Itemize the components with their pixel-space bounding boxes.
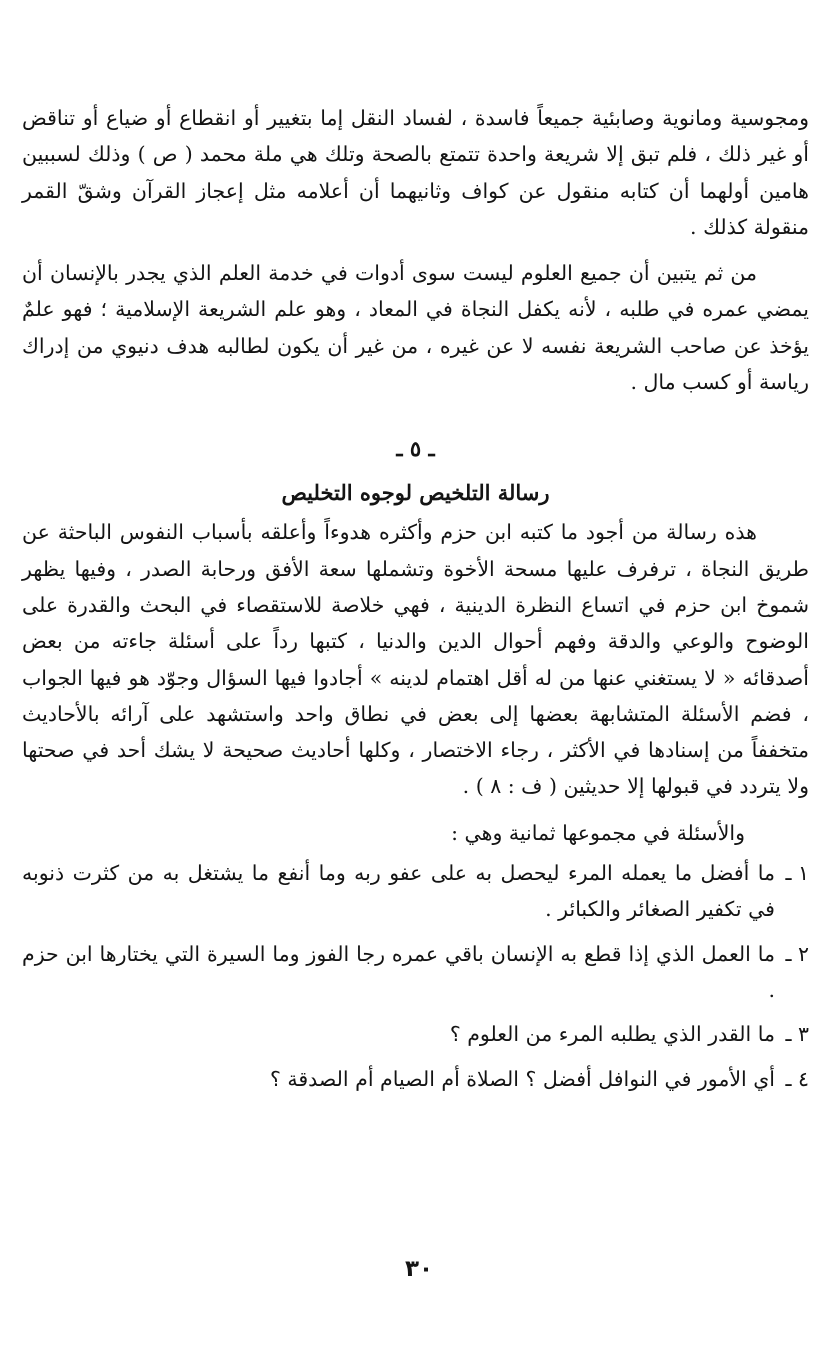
questions-list — [22, 855, 809, 1097]
paragraph-continuation: ومجوسية ومانوية وصابئية جميعاً فاسدة ، لفساد النقل إما بتغيير أو انقطاع أو ضياع أو تناقض أو غير ذلك ، فلم تبق إلا شريعة واحدة تتمتع بالصحة وتلك هي ملة محمد ( ص ) وذلك لسببين هامين أولهما أن كتابه منقول عن كواف وثانيهما أن أعلامه مثل إعجاز القرآن وشقّ القمر منقولة كذلك . — [22, 106, 809, 239]
question-text: ما القدر الذي يطلبه المرء من العلوم ؟ — [449, 1022, 775, 1047]
question-text: ما أفضل ما يعمله المرء ليحصل به على عفو ربه وما أنفع ما يشتغل به من كثرت ذنوبه في تكفير الصغائر والكبائر . — [22, 861, 775, 922]
section-title: رسالة التلخيص لوجوه التخليص — [281, 480, 550, 506]
section-number: ـ ٥ ـ — [396, 436, 435, 462]
question-number: ٤ ـ — [785, 1066, 809, 1091]
list-item — [22, 936, 809, 1009]
page-number: ٣٠ — [404, 1256, 434, 1282]
question-number: ٢ ـ — [785, 941, 809, 966]
questions-intro: والأسئلة في مجموعها ثمانية وهي : — [451, 820, 745, 845]
question-text: ما العمل الذي إذا قطع به الإنسان باقي عمره رجا الفوز وما السيرة التي يختارها ابن حزم . — [22, 941, 775, 1002]
list-item — [22, 1061, 809, 1097]
paragraph-sciences: من ثم يتبين أن جميع العلوم ليست سوى أدوات في خدمة العلم الذي يجدر بالإنسان أن يمضي عمره في طلبه ، لأنه يكفل النجاة في المعاد ، وهو علم الشريعة الإسلامية ؛ فهو علمٌ يؤخذ عن صاحب الشريعة نفسه لا عن غيره ، من غير أن يكون لطالبه هدف دنيوي من إدراك رياسة أو كسب مال . — [22, 261, 809, 395]
question-number: ٣ ـ — [785, 1022, 809, 1047]
list-item — [22, 855, 809, 928]
question-text: أي الأمور في النوافل أفضل ؟ الصلاة أم الصيام أم الصدقة ؟ — [269, 1066, 775, 1091]
page-body — [22, 100, 809, 1105]
list-item — [22, 1016, 809, 1052]
paragraph-section-intro: هذه رسالة من أجود ما كتبه ابن حزم وأكثره هدوءاً وأعلقه بأسباب النفوس الباحثة عن طريق النجاة ، ترفرف عليها مسحة الأخوة وتشملها سعة الأفق ورحابة الصدر ، وفيها يظهر شموخ ابن حزم في اتساع النظرة الدينية ، فهي خلاصة للاستقصاء في البحث والقدرة على الوضوح والوعي والدقة وفهم أحوال الدين والدنيا ، كتبها رداً على أسئلة جاءته من بعض أصدقائه « لا يستغني عنها من له أقل اهتمام لدينه » أجادوا فيها السؤال وجوّد هو فيها الجواب ، فضم الأسئلة المتشابهة بعضها إلى بعض في نطاق واحد واستشهد على آرائه بالأحاديث متخففاً من إسنادها في الأكثر ، رجاء الاختصار ، وكلها أحاديث صحيحة لا يشك أحد في صحتها ولا يتردد في قبولها إلا حديثين ( ف : ٨ ) . — [22, 520, 809, 799]
question-number: ١ ـ — [785, 861, 809, 886]
